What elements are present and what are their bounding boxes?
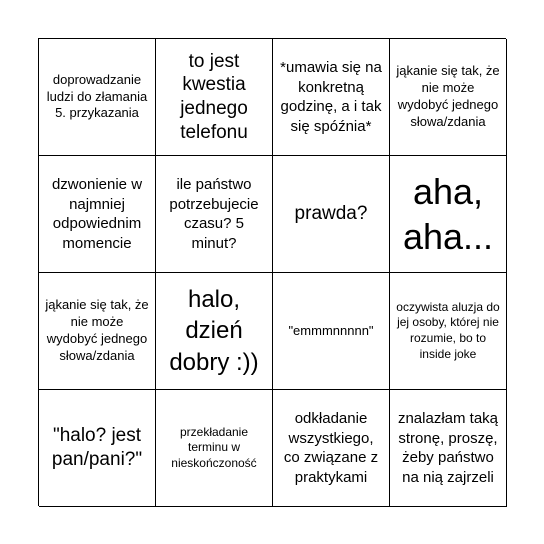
bingo-cell-2-1[interactable]: dzwonienie w najmniej odpowiednim momencie bbox=[39, 156, 156, 273]
bingo-cell-2-3[interactable]: prawda? bbox=[273, 156, 390, 273]
bingo-board bbox=[38, 38, 506, 506]
bingo-cell-3-4[interactable]: oczywista aluzja do jej osoby, której nie rozumie, bo to inside joke bbox=[390, 273, 507, 390]
bingo-cell-1-4[interactable]: jąkanie się tak, że nie może wydobyć jednego słowa/zdania bbox=[390, 39, 507, 156]
bingo-cell-3-2[interactable]: halo, dzień dobry :)) bbox=[156, 273, 273, 390]
bingo-cell-3-1[interactable]: jąkanie się tak, że nie może wydobyć jednego słowa/zdania bbox=[39, 273, 156, 390]
bingo-cell-2-2[interactable]: ile państwo potrzebujecie czasu? 5 minut? bbox=[156, 156, 273, 273]
bingo-cell-4-3[interactable]: odkładanie wszystkiego, co związane z praktykami bbox=[273, 390, 390, 507]
bingo-cell-4-1[interactable]: "halo? jest pan/pani?" bbox=[39, 390, 156, 507]
bingo-cell-1-1[interactable]: doprowadzanie ludzi do złamania 5. przykazania bbox=[39, 39, 156, 156]
bingo-cell-1-2[interactable]: to jest kwestia jednego telefonu bbox=[156, 39, 273, 156]
bingo-cell-2-4[interactable]: aha, aha... bbox=[390, 156, 507, 273]
bingo-cell-3-3[interactable]: "emmmnnnnn" bbox=[273, 273, 390, 390]
bingo-cell-1-3[interactable]: *umawia się na konkretną godzinę, a i tak się spóźnia* bbox=[273, 39, 390, 156]
bingo-cell-4-2[interactable]: przekładanie terminu w nieskończoność bbox=[156, 390, 273, 507]
bingo-cell-4-4[interactable]: znalazłam taką stronę, proszę, żeby państwo na nią zajrzeli bbox=[390, 390, 507, 507]
